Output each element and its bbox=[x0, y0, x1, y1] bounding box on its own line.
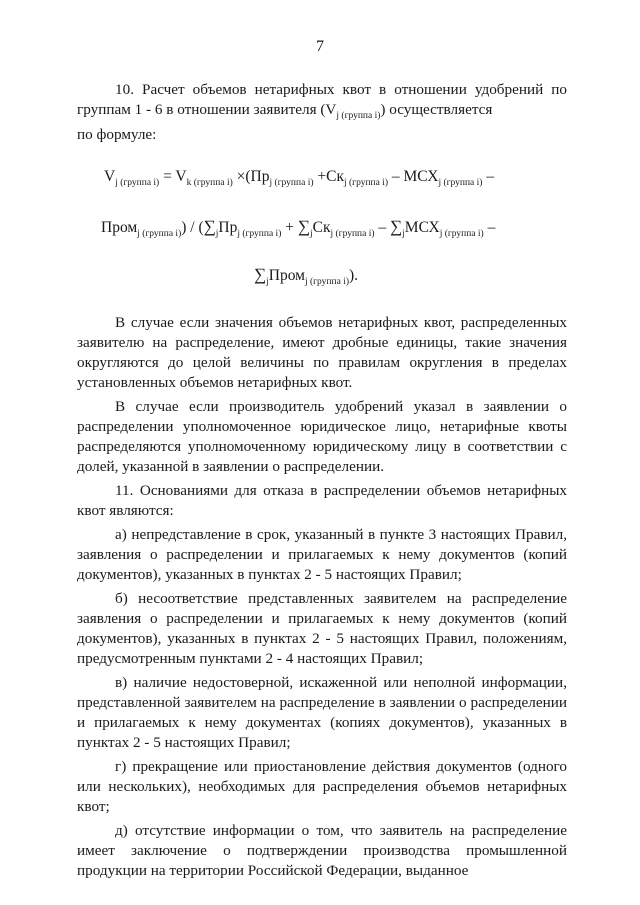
page-number: 7 bbox=[316, 38, 324, 55]
list-item-d: д) отсутствие информации о том, что заявитель на распределение имеет заключение о подтверждении производства промышленной продукции на территории Российской Федерации, выданное bbox=[77, 822, 567, 879]
list-item-v: в) наличие недостоверной, искаженной или неполной информации, представленной заявителем на распределение в заявлении о распределении и прилагаемых к нему документах (копиях документов), указанных в пунктах 2 - 5 настоящих Правил; bbox=[77, 674, 567, 751]
list-item-g: г) прекращение или приостановление действия документов (одного или нескольких), необходимых для распределения объемов нетарифных квот; bbox=[77, 758, 567, 815]
list-item-a: а) непредставление в срок, указанный в пункте 3 настоящих Правил, заявления о распределении и прилагаемых к нему документов (копий документов), указанных в пунктах 2 - 5 настоящих Правил; bbox=[77, 526, 567, 583]
formula bbox=[77, 167, 567, 285]
paragraph-10-intro bbox=[77, 80, 567, 120]
formula-line-1: $V_{j (группа i)} = V_{k (группа i)} \times(Пр_{j (группа i)} +Ск_{j (группа i)} - МСХ_{j (группа i)}$ – bbox=[104, 168, 495, 188]
p10-line1: 10. Расчет объемов нетарифных квот в отношении удобрений bbox=[115, 81, 544, 98]
paragraph-11-grounds: 11. Основаниями для отказа в распределении объемов нетарифных квот являются: bbox=[77, 482, 567, 519]
p10-line2: по группам 1 - 6 в отношении заявителя (V bbox=[77, 81, 568, 118]
p10-line3: по формуле: bbox=[77, 126, 157, 143]
p10-line2-tail: ) осуществляется bbox=[380, 101, 493, 118]
paragraphs bbox=[77, 313, 567, 881]
paragraph-rounding: В случае если значения объемов нетарифных квот, распределенных заявителю на распределение, имеют дробные единицы, такие значения округляются до целой величины по правилам округления в пределах установленных объемов нетарифных квот. bbox=[77, 314, 567, 391]
list-item-b: б) несоответствие представленных заявителем на распределение заявления о распределении и прилагаемых к нему документов (копий документов), указанных в пунктах 2 - 5 настоящих Правил, положениям, предусмотренным пунктами 2 - 4 настоящих Правил; bbox=[77, 590, 567, 667]
document-body bbox=[77, 80, 567, 881]
paragraph-authorized-entity: В случае если производитель удобрений указал в заявлении о распределении уполномоченное юридическое лицо, нетарифные квоты распределяются уполномоченному юридическому лицу в соответствии с долей, указанной в заявлении о распределении. bbox=[77, 398, 567, 475]
p10-v-subscript: j (группа i) bbox=[336, 111, 381, 121]
formula-line-3: $\sum_jПром_{j (группа i)}$). bbox=[254, 265, 359, 287]
formula-line-2: Пром$_{j (группа i)}$) / ($\sum_jПр_{j (группа i)} + \sum_jСк_{j (группа i)} - \sum_jМСХ_{j (группа i)}$ – bbox=[101, 217, 496, 239]
